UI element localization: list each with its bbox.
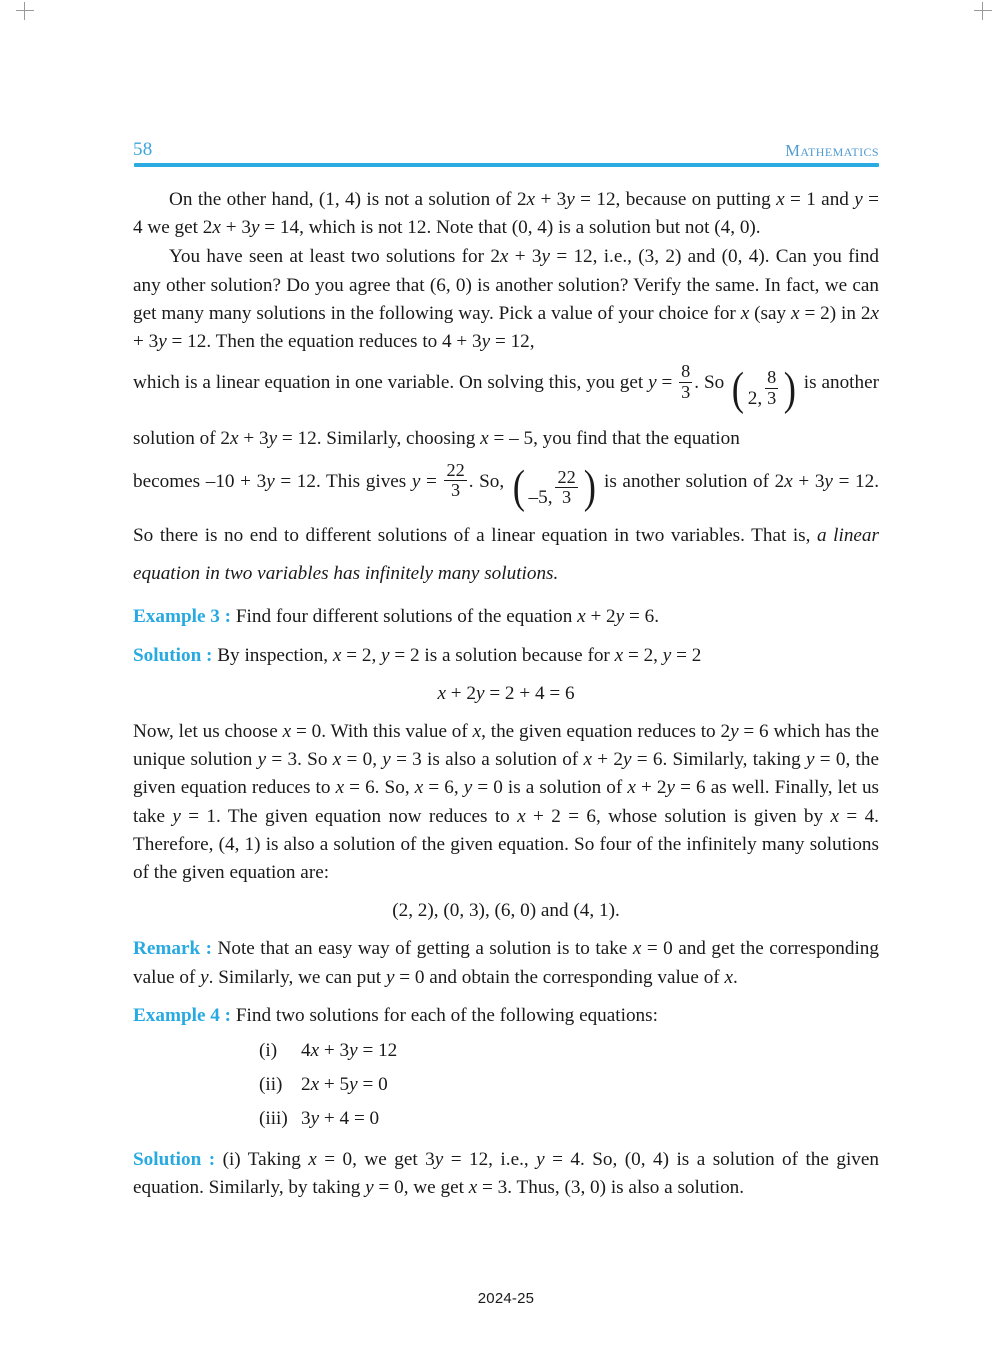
text-run: + 3 (792, 470, 825, 492)
text-run: is another solution of 2 (133, 372, 879, 450)
text-run: . So, (468, 470, 510, 492)
example-3-heading (133, 603, 879, 631)
math-var-x: x (583, 749, 592, 771)
math-var-x: x (332, 749, 342, 771)
text-run: = 1 and (784, 189, 855, 210)
ordered-pair-inner (527, 468, 582, 518)
text-run: = 12. Then the equation reduces to 4 + 3 (166, 331, 482, 353)
text-run: which is a linear equation in one variable. On solving this, you get (133, 372, 649, 394)
text-run: = 0 and obtain the corresponding value of (394, 966, 725, 988)
text-run: 4 (301, 1039, 311, 1061)
text-run: = 6 as well. Finally, let us take (133, 777, 880, 827)
fraction-8-over-3 (765, 368, 778, 408)
math-var-y: y (475, 682, 485, 704)
text-run: = 0, (341, 749, 383, 771)
text-run: Find four different solutions of the equation (231, 606, 578, 628)
text-run: 2 (301, 1073, 311, 1095)
text-run: + 4 (319, 1107, 350, 1129)
text-run: = 2, (341, 644, 382, 666)
text-run: You have seen at least two solutions for 2 (169, 246, 500, 268)
math-var-y: y (172, 805, 181, 827)
text-run: = 3 is also a solution of (390, 749, 584, 771)
text-run: = 12, i.e., (443, 1148, 537, 1170)
example-label: Example 3 : (133, 606, 232, 628)
remark-label: Remark : (133, 938, 213, 960)
fraction-numerator: 22 (557, 466, 576, 487)
math-var-x: x (791, 302, 800, 324)
solution-3-paragraph (133, 642, 879, 670)
text-run: = 4. Therefore, (4, 1) is also a solution of the given equation. So four of the infinitely many solutions of the given equation are: (133, 805, 879, 883)
text-run: + 2 (591, 749, 623, 771)
list-marker: (ii) (259, 1073, 283, 1095)
fraction-8-over-3 (679, 362, 692, 402)
math-var-y: y (666, 777, 676, 799)
ordered-pair-2-8-3: ( 2, $\frac{8}{3}$ ) (730, 368, 798, 419)
text-run: = 0. With this value of (291, 720, 473, 742)
math-var-x: x (308, 1148, 317, 1170)
text-run: = 0 and get the corresponding value of (133, 938, 879, 988)
math-var-y: y (382, 749, 391, 771)
math-var-x: x (724, 966, 734, 988)
math-var-x: x (472, 720, 482, 742)
math-var-x: x (776, 189, 785, 210)
text-run: = – 5, you find that the equation (488, 428, 740, 450)
text-run: = 12, (490, 331, 535, 353)
math-var-x: x (310, 1073, 320, 1095)
text-run: = 0, the given equation reduces to (133, 749, 880, 799)
text-run: Find two solutions for each of the following equations: (231, 1004, 658, 1026)
remark-paragraph (133, 935, 879, 991)
math-var-x: x (212, 217, 221, 239)
text-run: = (420, 470, 443, 492)
math-var-x: x (784, 470, 793, 492)
math-var-y: y (434, 1148, 444, 1170)
text-run: + 2 (445, 682, 476, 704)
text-run: + 3 (319, 1039, 350, 1061)
equation-list (133, 1034, 879, 1136)
text-run: = 4 we get 2 (133, 189, 879, 239)
text-run: + 3 (238, 428, 269, 450)
text-run: = 0 is a solution of (472, 777, 628, 799)
example-4-heading (133, 1002, 879, 1030)
math-var-x: x (614, 644, 624, 666)
math-var-y: y (854, 189, 863, 210)
display-equation-1 (133, 680, 879, 708)
math-var-x: x (282, 720, 292, 742)
text-run: (i) Taking (215, 1148, 309, 1170)
text-run: = 2 (671, 644, 702, 666)
math-var-y: y (615, 606, 625, 628)
math-var-y: y (381, 644, 390, 666)
math-var-y: y (349, 1073, 358, 1095)
example-label: Example 4 : (133, 1004, 232, 1026)
fraction-numerator: 8 (767, 367, 777, 388)
list-item (133, 1034, 879, 1068)
text-run: = 3. So (266, 749, 333, 771)
text-run: = 12. So there is no end to different solutions of a linear equation in two variables. That is, (133, 470, 879, 547)
text-run: Now, let us choose (133, 720, 283, 742)
math-var-y: y (536, 1148, 545, 1170)
math-var-y: y (824, 470, 833, 492)
text-run: = 6. Similarly, taking (631, 749, 806, 771)
math-var-x: x (230, 428, 239, 450)
solution-label: Solution : (133, 1148, 216, 1170)
math-var-y: y (648, 372, 657, 394)
math-var-x: x (577, 606, 586, 628)
fraction-numerator: 8 (681, 361, 691, 382)
fraction-denominator: 3 (767, 387, 777, 408)
text-run: = 0 (349, 1107, 380, 1129)
text-run: = 6 which has the unique solution (133, 720, 879, 771)
text-run: = 2) in 2 (799, 302, 871, 324)
text-run: = 2, (623, 644, 663, 666)
text-run: 3 (301, 1107, 311, 1129)
text-run: , the given equation reduces to 2 (481, 720, 731, 742)
fraction-denominator: 3 (444, 480, 466, 500)
header-rule (134, 163, 879, 167)
text-run: + 3 (535, 189, 567, 210)
text-run: = 0, we get (373, 1177, 469, 1199)
text-run: = 0, we get 3 (316, 1148, 435, 1170)
text-run: Note that an easy way of getting a solution is to take (212, 938, 633, 960)
math-var-y: y (622, 749, 632, 771)
list-item (133, 1068, 879, 1102)
math-var-y: y (806, 749, 815, 771)
math-var-y: y (541, 246, 551, 268)
math-var-x: x (332, 644, 342, 666)
text-run: = 12, because on putting (574, 189, 777, 210)
text-run: + 2 = 6, whose solution is given by (525, 805, 831, 827)
paragraph-1 (133, 186, 879, 242)
text-run: = 6. (624, 606, 659, 628)
paragraph-3 (133, 362, 879, 459)
ordered-pair-first: –5, (528, 487, 553, 509)
math-var-x: x (468, 1177, 478, 1199)
text-run: . Similarly, we can put (208, 966, 386, 988)
math-var-x: x (632, 938, 642, 960)
math-var-x: x (517, 805, 526, 827)
crop-mark-top-left (16, 2, 34, 20)
text-run: = 1. The given equation now reduces to (180, 805, 518, 827)
math-var-y: y (268, 428, 278, 450)
text-run: + 3 (220, 217, 251, 239)
math-var-x: x (870, 302, 879, 324)
text-run: On the other hand, (1, 4) is not a solution of 2 (169, 189, 527, 210)
paragraph-4 (133, 461, 879, 593)
ordered-pair-first: 2, (747, 388, 763, 410)
math-var-y: y (365, 1177, 374, 1199)
text-run: . So (694, 372, 730, 394)
crop-mark-top-right (974, 2, 992, 20)
ordered-pair-inner (746, 368, 783, 419)
math-var-x: x (627, 777, 636, 799)
text-run: = 4. So, (0, 4) is a solution of the given equation. Similarly, by taking (133, 1148, 879, 1199)
text-run: becomes –10 + 3 (133, 470, 267, 492)
page-footer: 2024-25 (477, 1290, 535, 1307)
text-run: = 12. Similarly, choosing (277, 428, 481, 450)
text-run: = (656, 372, 678, 394)
math-var-x: x (830, 805, 840, 827)
list-marker: (i) (259, 1039, 278, 1061)
text-run: + 3 (133, 331, 159, 353)
ordered-pair-minus5-22-3: ( –5, $\frac{22}{3}$ ) (511, 468, 598, 518)
text-run: = 0 (357, 1073, 388, 1095)
display-equation-2: (2, 2), (0, 3), (6, 0) and (4, 1). (392, 900, 620, 922)
text-run: (say (749, 302, 792, 324)
list-item (133, 1102, 879, 1136)
list-marker: (iii) (259, 1107, 288, 1129)
fraction-denominator: 3 (681, 381, 691, 402)
math-var-x: x (310, 1039, 320, 1061)
running-head-title: Mathematics (785, 140, 879, 160)
math-var-y: y (250, 217, 260, 239)
page-content (133, 186, 879, 1203)
math-var-y: y (463, 777, 473, 799)
math-var-y: y (266, 470, 275, 492)
fraction-22-over-3 (444, 461, 466, 501)
math-var-x: x (740, 302, 750, 324)
math-var-x: x (437, 682, 446, 704)
paragraph-2 (133, 243, 879, 356)
text-run: is another solution of 2 (598, 470, 785, 492)
math-var-x: x (414, 777, 424, 799)
text-run: = 3. Thus, (3, 0) is also a solution. (477, 1177, 745, 1199)
math-var-x: x (480, 428, 489, 450)
math-var-y: y (158, 331, 167, 353)
math-var-x: x (335, 777, 345, 799)
text-run: = 2 + 4 = 6 (484, 682, 575, 704)
math-var-y: y (730, 720, 739, 742)
text-run: = 12 (357, 1039, 398, 1061)
paragraph-5 (133, 718, 879, 887)
text-run: = 14, which is not 12. Note that (0, 4) is a solution but not (4, 0). (259, 217, 761, 239)
text-run: + 3 (508, 246, 542, 268)
math-var-y: y (349, 1039, 358, 1061)
fraction-numerator: 22 (446, 460, 465, 481)
text-run: = 12. This gives (274, 470, 412, 492)
text-run: + 2 (585, 606, 616, 628)
math-var-y: y (310, 1107, 320, 1129)
text-run: . (733, 966, 738, 988)
text-run: = 6. So, (344, 777, 415, 799)
math-var-y: y (566, 189, 575, 210)
textbook-page (133, 0, 879, 1368)
fraction-22-over-3 (555, 468, 577, 508)
text-run: By inspection, (212, 644, 333, 666)
math-var-x: x (499, 246, 509, 268)
math-var-y: y (385, 966, 395, 988)
fraction-denominator: 3 (555, 487, 577, 507)
math-var-y: y (411, 470, 421, 492)
text-run: = 2 is a solution because for (389, 644, 615, 666)
solution-label: Solution : (133, 644, 213, 666)
math-var-y: y (481, 331, 491, 353)
text-run: + 2 (635, 777, 667, 799)
text-run: + 5 (319, 1073, 350, 1095)
solution-4-paragraph (133, 1146, 879, 1202)
page-number: 58 (133, 139, 153, 160)
running-head (133, 140, 879, 159)
math-var-x: x (526, 189, 536, 210)
math-var-y: y (257, 749, 267, 771)
math-var-y: y (200, 966, 209, 988)
text-run: = 12, i.e., (3, 2) and (0, 4). Can you find any other solution? Do you agree that (6, 0) is another solution? Verify the same. In fact, we can get many many solutions in the following way. Pick a value of your choice for (133, 246, 880, 324)
math-var-y: y (662, 644, 672, 666)
text-run: = 6, (423, 777, 464, 799)
emphasis-statement: a linear equation in two variables has infinitely many solutions. (133, 525, 879, 585)
